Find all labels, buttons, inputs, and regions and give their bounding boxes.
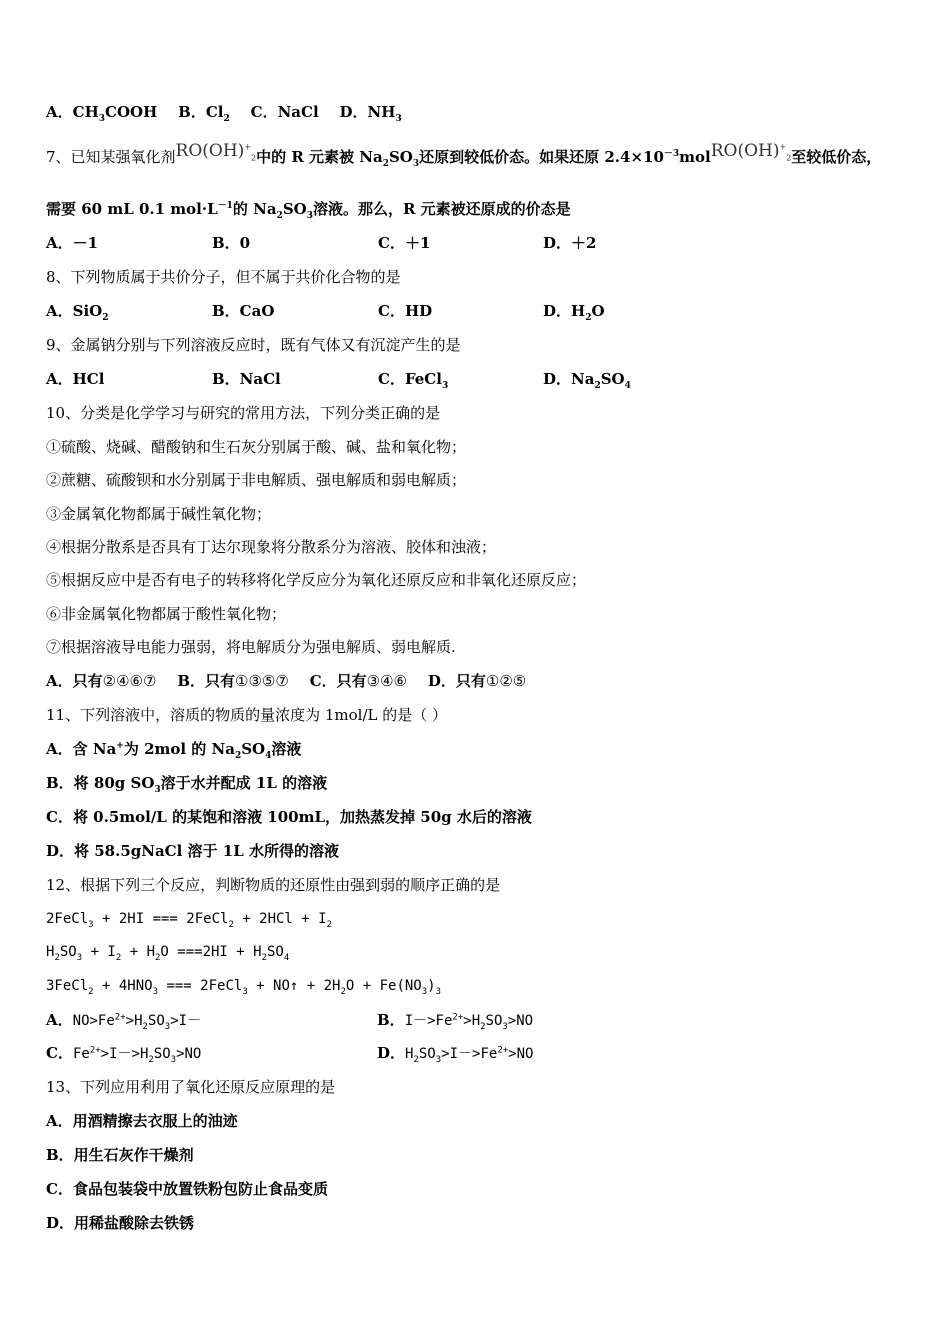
q10-statement-6: ⑥非金属氧化物都属于酸性氧化物； bbox=[46, 605, 287, 623]
q12-reaction-3: 3FeCl$_2$ + $4HNO_3$ === 2FeCl$_3$ + NO↑ + $2H_2O + Fe(NO_3)_3$ bbox=[46, 978, 442, 997]
q7-stem-line2: 需要 60 mL 0.1 $mol\cdot L^{-1}$的 $Na_2SO_3$溶液。那么，R 元素被还原成的价态是 bbox=[46, 200, 571, 221]
q13-option-c[interactable]: C．食品包装袋中放置铁粉包防止食品变质 bbox=[46, 1180, 328, 1198]
q8-option-a[interactable]: A．SiO$_2$ bbox=[46, 302, 109, 323]
ro-oh-formula-2: $RO(OH)^+_2$ bbox=[710, 141, 792, 163]
q7-option-c[interactable]: C．＋1 bbox=[378, 234, 431, 252]
q13-option-a[interactable]: A．用酒精擦去衣服上的油迹 bbox=[46, 1112, 238, 1130]
q7-option-a[interactable]: A．－1 bbox=[46, 234, 99, 252]
q12-option-b[interactable]: B．$I->Fe^{2+}>H_2SO_3>NO$ bbox=[377, 1011, 534, 1032]
q12-option-a[interactable]: A．$NO>Fe^{2+}>H_2SO_3>I-$ bbox=[46, 1011, 202, 1032]
q7-option-d[interactable]: D．＋2 bbox=[543, 234, 597, 252]
q6-option-b[interactable]: B．$Cl_2$ bbox=[178, 103, 230, 124]
q10-stem: 10、分类是化学学习与研究的常用方法，下列分类正确的是 bbox=[46, 404, 441, 422]
q10-statement-1: ①硫酸、烧碱、醋酸钠和生石灰分别属于酸、碱、盐和氧化物； bbox=[46, 438, 467, 456]
q11-stem: 11、下列溶液中，溶质的物质的量浓度为 1mol/L 的是（ ） bbox=[46, 706, 448, 724]
q6-option-a[interactable]: A．$CH_3COOH$ bbox=[46, 103, 158, 124]
q10-option-d[interactable]: D．只有①②⑤ bbox=[427, 672, 527, 690]
q12-reaction-2: $H_2SO_3 + I_2 + H_2O ===2HI + H_2SO_4$ bbox=[46, 944, 290, 963]
q6-options bbox=[46, 102, 402, 122]
q9-option-b[interactable]: B．NaCl bbox=[212, 370, 281, 388]
q13-stem: 13、下列应用利用了氧化还原反应原理的是 bbox=[46, 1078, 336, 1096]
q7-stem-line1: 7、已知某强氧化剂$RO(OH)^+_2$中的 R 元素被 $Na_2SO_3$还原到较低价态。如果还原 $2.4\times 10^{-3}molRO(OH)^+_2$至较低价态， bbox=[46, 141, 882, 169]
q10-statement-2: ②蔗糖、硫酸钡和水分别属于非电解质、强电解质和弱电解质； bbox=[46, 471, 467, 489]
q10-statement-5: ⑤根据反应中是否有电子的转移将化学反应分为氧化还原反应和非氧化还原反应； bbox=[46, 571, 587, 589]
q12-stem: 12、根据下列三个反应，判断物质的还原性由强到弱的顺序正确的是 bbox=[46, 876, 501, 894]
q12-option-c[interactable]: C．$Fe^{2+}>I->H_2SO_3>NO$ bbox=[46, 1044, 202, 1065]
q10-statement-4: ④根据分散系是否具有丁达尔现象将分散系分为溶液、胶体和浊液； bbox=[46, 538, 497, 556]
q13-option-d[interactable]: D．用稀盐酸除去铁锈 bbox=[46, 1214, 195, 1232]
q12-option-d[interactable]: D．$H_2SO_3>I->Fe^{2+}>NO$ bbox=[377, 1044, 534, 1065]
q11-option-b[interactable]: B．将 80g $SO_3$溶于水并配成 1L 的溶液 bbox=[46, 774, 328, 795]
q8-option-c[interactable]: C．HD bbox=[378, 302, 433, 320]
q6-option-c[interactable]: C．NaCl bbox=[250, 103, 319, 121]
q9-option-d[interactable]: D．$Na_2SO_4$ bbox=[543, 370, 631, 391]
q12-reaction-1: 2FeCl$_3$ + 2HI === 2FeCl$_2$ + $2HCl + I_2$ bbox=[46, 911, 332, 930]
q10-statement-7: ⑦根据溶液导电能力强弱，将电解质分为强电解质、弱电解质. bbox=[46, 638, 456, 656]
q11-option-a[interactable]: A．含 Na+为 2mol 的 $Na_2SO_4$溶液 bbox=[46, 740, 302, 761]
q11-option-d[interactable]: D．将 58.5gNaCl 溶于 1L 水所得的溶液 bbox=[46, 842, 339, 860]
q10-options bbox=[46, 671, 526, 691]
q9-option-a[interactable]: A．HCl bbox=[46, 370, 105, 388]
q8-option-b[interactable]: B．CaO bbox=[212, 302, 275, 320]
q6-option-d[interactable]: D．$NH_3$ bbox=[339, 103, 402, 124]
q9-stem: 9、金属钠分别与下列溶液反应时，既有气体又有沉淀产生的是 bbox=[46, 336, 461, 354]
q10-option-a[interactable]: A．只有②④⑥⑦ bbox=[46, 672, 157, 690]
q8-stem: 8、下列物质属于共价分子，但不属于共价化合物的是 bbox=[46, 268, 401, 286]
q8-option-d[interactable]: D．$H_2O$ bbox=[543, 302, 605, 323]
ro-oh-formula: $RO(OH)^+_2$ bbox=[175, 141, 257, 163]
q7-option-b[interactable]: B．0 bbox=[212, 234, 251, 252]
q13-option-b[interactable]: B．用生石灰作干燥剂 bbox=[46, 1146, 194, 1164]
q9-option-c[interactable]: C．FeCl$_3$ bbox=[378, 370, 449, 391]
q10-option-b[interactable]: B．只有①③⑤⑦ bbox=[177, 672, 289, 690]
q10-statement-3: ③金属氧化物都属于碱性氧化物； bbox=[46, 505, 272, 523]
q10-option-c[interactable]: C．只有③④⑥ bbox=[309, 672, 407, 690]
q11-option-c[interactable]: C．将 0.5mol/L 的某饱和溶液 100mL，加热蒸发掉 50g 水后的溶液 bbox=[46, 808, 532, 826]
